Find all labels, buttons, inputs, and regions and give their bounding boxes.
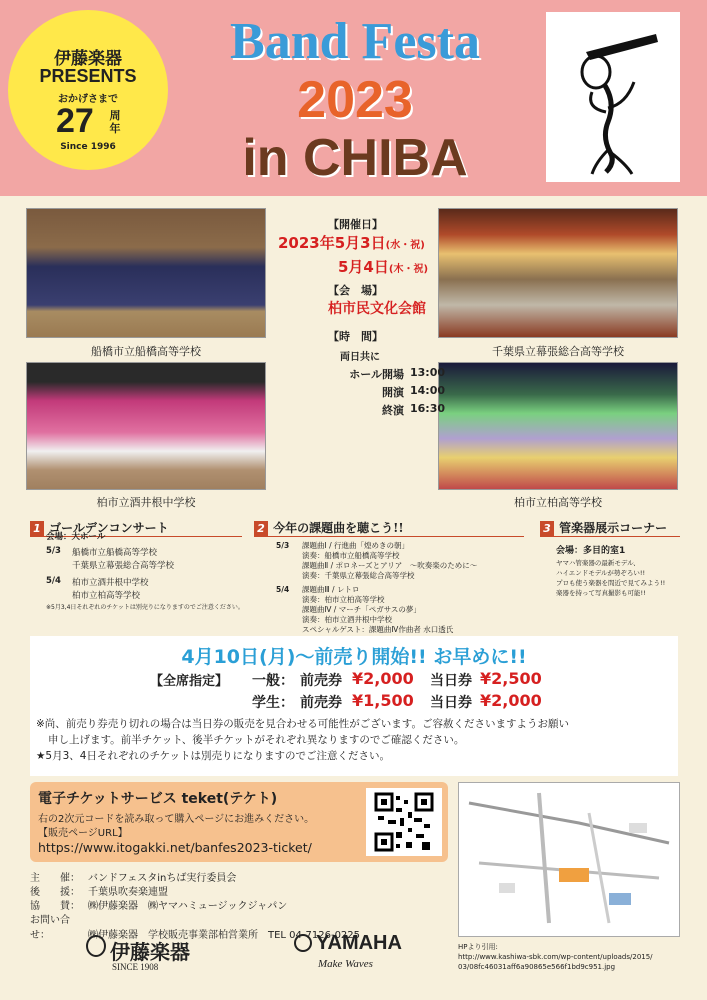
s2-line: 演奏：船橋市立船橋高等学校 [302, 551, 400, 560]
ticket-info-box [30, 636, 678, 776]
title-band-festa: Band Festa [230, 13, 480, 70]
ticket-note-3: ★5月3、4日それぞれのチケットは別売りになりますのでご注意ください。 [36, 750, 391, 762]
title-in-chiba: in CHIBA [242, 129, 468, 187]
event-date-1 [278, 232, 425, 253]
teket-url-link[interactable]: https://www.itogakki.net/banfes2023-ticket/ [38, 840, 312, 855]
open-label: ホール開場 [349, 368, 404, 381]
section-2-number: 2 [254, 521, 268, 537]
photo-funabashi [26, 208, 266, 338]
photo-makuhari [438, 208, 678, 338]
photo-caption: 柏市立柏高等学校 [514, 496, 602, 509]
presale-headline: 4月10日(月)～前売り開始!! お早めに!! [181, 646, 527, 668]
date1: 2023年5月3日 [278, 234, 386, 252]
advance-label: 前売券 [300, 695, 342, 711]
s1-date-2: 5/4 [46, 576, 61, 586]
photo-caption: 千葉県立幕張総合高等学校 [492, 345, 624, 358]
title-year: 2023 [297, 71, 413, 129]
general-advance-price: ¥2,000 [352, 669, 414, 688]
s1-date-1: 5/3 [46, 546, 61, 556]
both-days: 両日共に [340, 352, 380, 363]
map-credit-3[interactable]: 03/08fc46031aff6a90865e566f1bd9c951.jpg [458, 963, 616, 971]
credit-support [30, 883, 168, 898]
section-3-venue: 会場：多目的室1 [556, 546, 626, 556]
ito-since: SINCE 1908 [112, 962, 159, 972]
venue-map [458, 782, 680, 937]
venue-name: 柏市民文化会館 [328, 301, 426, 317]
s3-line: プロも使う楽器を間近で見てみよう!! [556, 579, 666, 587]
s3-line: ハイエンドモデルが勢ぞろい!! [556, 569, 646, 577]
qr-code-icon[interactable] [366, 788, 442, 856]
door-label: 当日券 [430, 673, 472, 689]
okage-label: おかげさまで [58, 94, 118, 105]
open-time: 13:00 [410, 366, 446, 379]
s2-line: 課題曲Ⅱ / ポロネーズとアリア ～吹奏楽のために～ [302, 561, 478, 570]
anniversary-badge [8, 10, 168, 170]
trumpet-player-illustration [546, 12, 680, 182]
section-1-number: 1 [30, 521, 44, 537]
credit-value: バンドフェスタinちば実行委員会 [88, 873, 237, 884]
photo-kashiwa [438, 362, 678, 490]
credit-organizer [30, 869, 236, 884]
yamaha-tagline: Make Waves [318, 958, 373, 970]
lyre-icon [86, 935, 106, 957]
s2-line: 演奏：柏市立柏高等学校 [302, 595, 385, 604]
event-date-2 [338, 256, 428, 277]
years-number: 27 [56, 102, 94, 140]
s2-line: 課題曲Ⅲ / レトロ [302, 585, 360, 594]
since-label: Since 1996 [60, 142, 116, 152]
s2-line: 演奏：柏市立酒井根中学校 [302, 615, 392, 624]
ticket-note-1: ※尚、前売り券売り切れの場合は当日券の販売を見合わせる可能性がございます。ご容赦くださいますようお願い [36, 718, 569, 730]
end-label: 終演 [382, 404, 404, 417]
s3-line: ヤマハ管楽器の最新モデル、 [556, 559, 640, 567]
advance-label: 前売券 [300, 673, 342, 689]
s2-line: 演奏：千葉県立幕張総合高等学校 [302, 571, 415, 580]
sponsor-name: 伊藤楽器 [54, 49, 122, 69]
s3-line: 楽器を持って写真撮影も可能!! [556, 589, 646, 597]
seat-type: 【全席指定】 [150, 674, 229, 689]
teket-url-label: 【販売ページURL】 [38, 828, 128, 839]
s2-date-1: 5/3 [276, 541, 290, 550]
student-advance-price: ¥1,500 [352, 691, 414, 710]
s1-school: 船橋市立船橋高等学校 [72, 548, 158, 558]
s2-line: 課題曲Ⅳ / マーチ「ペガサスの夢」 [302, 605, 421, 614]
date1-day: (水・祝) [385, 240, 425, 251]
map-credit-1: HPより引用: [458, 943, 498, 951]
photo-caption: 船橋市立船橋高等学校 [91, 345, 201, 358]
yamaha-emblem-icon [294, 934, 312, 952]
end-time: 16:30 [410, 402, 446, 415]
section-3-number: 3 [540, 521, 554, 537]
divider [540, 536, 680, 537]
credit-value: 千葉県吹奏楽連盟 [88, 887, 168, 898]
start-label: 開演 [382, 386, 404, 399]
photo-sakaine [26, 362, 266, 490]
student-label: 学生： [252, 695, 294, 711]
credit-value: ㈱伊藤楽器 学校販売事業部柏営業所 TEL 04-7126-0225 [88, 930, 361, 941]
s1-note: ※5月3,4日それぞれのチケットは別売りになりますのでご注意ください。 [46, 604, 244, 611]
credit-label: 主 催： [30, 873, 80, 884]
s2-line: スペシャルゲスト：課題曲Ⅳ作曲者 水口透氏 [302, 625, 454, 634]
section-1-venue: 会場：大ホール [46, 532, 106, 542]
date2: 5月4日 [338, 258, 389, 276]
credit-label: お問い合せ： [30, 915, 70, 941]
credit-label: 協 賛： [30, 901, 80, 912]
credit-contact [30, 911, 360, 941]
section-2-title: 今年の課題曲を聴こう!! [273, 521, 404, 535]
time-label: 【時 間】 [328, 330, 383, 343]
s1-school: 柏市立柏高等学校 [72, 591, 141, 601]
general-door-price: ¥2,500 [480, 669, 542, 688]
student-door-price: ¥2,000 [480, 691, 542, 710]
door-label: 当日券 [430, 695, 472, 711]
general-label: 一般： [252, 673, 294, 689]
map-credit-2[interactable]: http://www.kashiwa-sbk.com/wp-content/uploads/2015/ [458, 953, 653, 961]
presents-label: PRESENTS [39, 66, 137, 86]
yamaha-logo: YAMAHA [316, 932, 402, 954]
s1-school: 柏市立酒井根中学校 [72, 578, 149, 588]
s2-line: 課題曲Ⅰ / 行進曲「煌めきの朝」 [302, 541, 410, 550]
section-3-title: 管楽器展示コーナー [559, 521, 668, 535]
ticket-note-2: 申し上げます。前半チケット、後半チケットがそれぞれ異なりますのでご確認ください。 [48, 734, 465, 746]
date-label: 【開催日】 [328, 218, 383, 231]
section-2-heading [254, 517, 404, 537]
teket-instruction: 右の2次元コードを読み取って購入ページにお進みください。 [38, 814, 315, 825]
divider [254, 536, 524, 537]
s1-school: 千葉県立幕張総合高等学校 [72, 561, 175, 571]
start-time: 14:00 [410, 384, 446, 397]
section-3-heading [540, 517, 667, 537]
years-unit: 周年 [109, 109, 121, 135]
date2-day: (木・祝) [388, 264, 429, 275]
credit-sponsor [30, 897, 287, 912]
credit-label: 後 援： [30, 887, 80, 898]
section-1-title: ゴールデンコンサート [49, 521, 169, 535]
s2-date-2: 5/4 [276, 585, 290, 594]
teket-title: 電子チケットサービス teket(テケト) [38, 791, 278, 807]
ito-gakki-logo: 伊藤楽器 [110, 940, 190, 964]
photo-caption: 柏市立酒井根中学校 [96, 496, 196, 509]
credit-value: ㈱伊藤楽器 ㈱ヤマハミュージックジャパン [88, 901, 288, 912]
venue-label: 【会 場】 [328, 284, 383, 297]
